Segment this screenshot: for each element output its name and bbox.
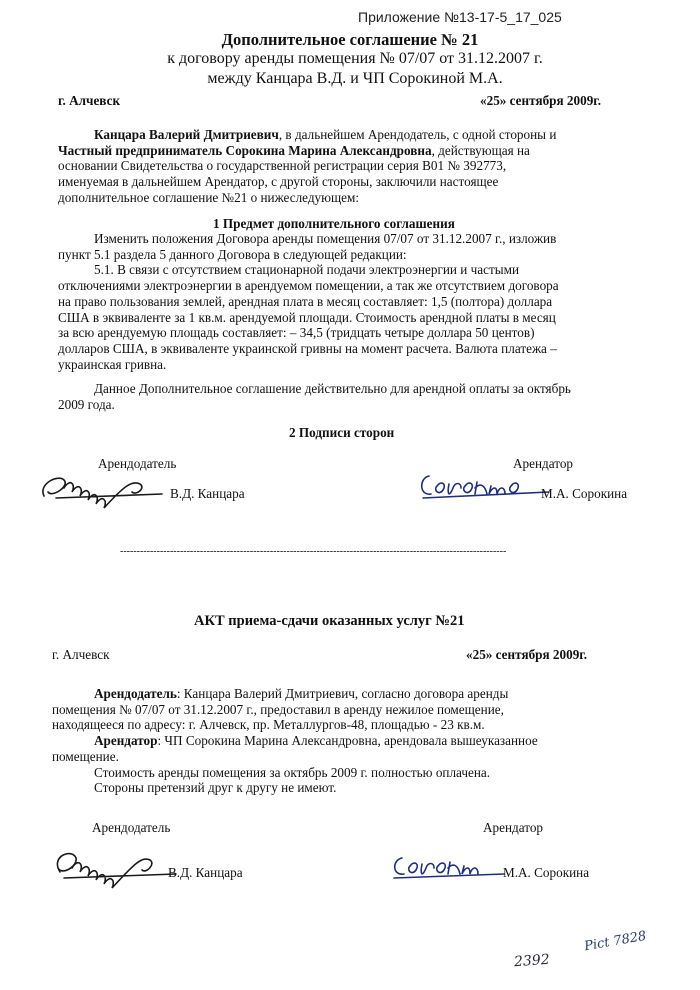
- agreement-date: «25» сентября 2009г.: [480, 93, 602, 108]
- section-2-heading: 2 Подписи сторон: [289, 425, 395, 440]
- intro-text-2: , действующая на: [431, 142, 530, 158]
- s1-clause-line-2: отключениями электроэнергии в арендуемом помещении, а так же отсутствием договора: [58, 278, 559, 294]
- act-p2-line-2: помещение.: [52, 748, 119, 764]
- agreement-tenant-name: М.А. Сорокина: [541, 486, 628, 501]
- agreement-landlord-name: В.Д. Канцара: [170, 486, 245, 501]
- act-city: г. Алчевск: [52, 647, 110, 662]
- act-p1-line-3: находящееся по адресу: г. Алчевск, пр. Металлургов-48, площадью - 23 кв.м.: [52, 717, 485, 733]
- act-p2-text: : ЧП Сорокина Марина Александровна, арендовала вышеуказанное: [157, 733, 538, 749]
- handwritten-number: 2392: [513, 951, 551, 971]
- s1-clause-line-5: за всю арендуемую площадь составляет: – 34,5 (тридцать четыре доллара 50 центов): [58, 325, 535, 341]
- s1-line-1: Изменить положения Договора аренды помещения 07/07 от 31.12.2007 г., изложив: [94, 231, 557, 246]
- intro-text-3: основании Свидетельства о государственной регистрации серия В01 № 392773,: [58, 158, 507, 174]
- validity-line-1: Данное Дополнительное соглашение действительно для арендной оплаты за октябрь: [94, 381, 571, 396]
- act-tenant-signature: [388, 846, 508, 886]
- agreement-city: г. Алчевск: [58, 93, 121, 108]
- s1-clause-line-4: США в эквиваленте за 1 кв.м. арендуемой площади. Стоимость арендной платы в месяц: [58, 309, 556, 325]
- validity-paragraph: [58, 381, 654, 412]
- act-date: «25» сентября 2009г.: [466, 647, 588, 662]
- act-landlord-signature: [42, 842, 182, 886]
- act-landlord-term: Арендодатель: [94, 686, 177, 701]
- act-tenant-name: М.А. Сорокина: [503, 865, 590, 880]
- act-tenant-term: Арендатор: [94, 733, 158, 749]
- agreement-title: Дополнительное соглашение № 21: [221, 30, 479, 49]
- s1-line-2: пункт 5.1 раздела 5 данного Договора в следующей редакции:: [58, 246, 407, 262]
- intro-text-1: , в дальнейшем Арендодатель, с одной стороны и: [278, 127, 557, 142]
- act-body: [52, 686, 656, 796]
- s1-clause-line-3: на право пользования землей, арендная плата в месяц составляет: 1,5 (полтора) доллара: [58, 293, 553, 309]
- act-tenant-label: Арендатор: [483, 820, 544, 835]
- act-title: АКТ приема-сдачи оказанных услуг №21: [194, 613, 465, 629]
- act-p1-text: : Канцара Валерий Дмитриевич, согласно договора аренды: [176, 686, 509, 701]
- intro-text-5: дополнительное соглашение №21 о нижеследующем:: [58, 189, 360, 205]
- tenant-full-name: Частный предприниматель Сорокина Марина Александровна: [58, 142, 432, 158]
- validity-line-2: 2009 года.: [58, 396, 115, 412]
- agreement-subtitle-1: к договору аренды помещения № 07/07 от 31.12.2007 г.: [167, 50, 543, 67]
- agreement-intro: [58, 127, 654, 206]
- handwritten-note: Pict 7828: [583, 928, 648, 955]
- section-1-heading: 1 Предмет дополнительного соглашения: [213, 216, 455, 231]
- intro-text-4: именуемая в дальнейшем Арендатор, с другой стороны, заключили настоящее: [58, 174, 499, 190]
- landlord-full-name: Канцара Валерий Дмитриевич: [94, 127, 279, 142]
- act-landlord-name: В.Д. Канцара: [168, 865, 243, 880]
- section-1-body: [58, 231, 654, 372]
- act-p1-line-2: помещения № 07/07 от 31.12.2007 г., предоставил в аренду нежилое помещение,: [52, 701, 504, 717]
- s1-clause-line-7: украинская гривна.: [58, 356, 167, 372]
- appendix-label: Приложение №13-17-5_17_025: [358, 9, 562, 25]
- s1-clause-line-1: 5.1. В связи с отсутствием стационарной подачи электроэнергии и частыми: [94, 262, 519, 278]
- agreement-landlord-label: Арендодатель: [98, 456, 177, 471]
- act-p4: Стороны претензий друг к другу не имеют.: [94, 780, 337, 796]
- section-separator: --------------------------------------------------------------------------------------------------------------------: [120, 546, 507, 557]
- agreement-subtitle-2: между Канцара В.Д. и ЧП Сорокиной М.А.: [207, 70, 503, 87]
- tenant-signature: [415, 464, 555, 504]
- landlord-signature: [36, 466, 166, 506]
- act-landlord-label: Арендодатель: [92, 820, 171, 835]
- agreement-tenant-label: Арендатор: [513, 456, 574, 471]
- act-p3: Стоимость аренды помещения за октябрь 2009 г. полностью оплачена.: [94, 764, 491, 780]
- s1-clause-line-6: долларов США, в эквиваленте украинской гривны на момент расчета. Валюта платежа –: [58, 340, 557, 356]
